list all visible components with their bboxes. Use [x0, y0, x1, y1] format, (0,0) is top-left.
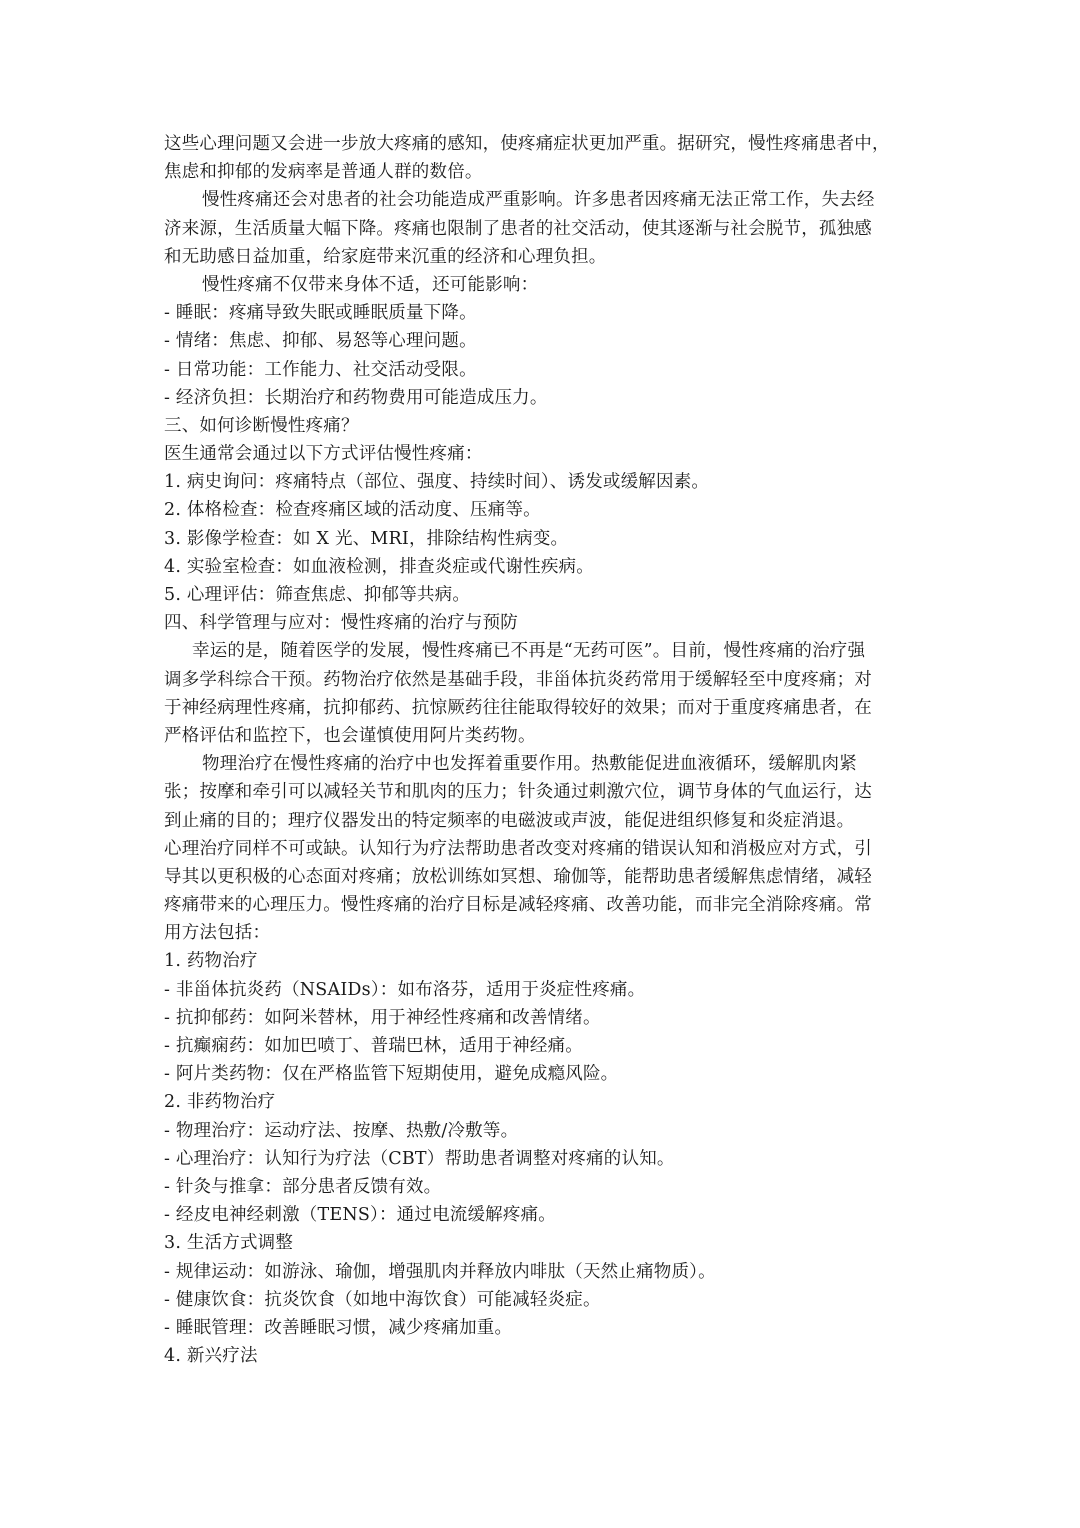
text-line: 用方法包括：	[164, 923, 271, 944]
text-line: 1. 病史询问：疼痛特点（部位、强度、持续时间）、诱发或缓解因素。	[164, 472, 710, 493]
text-line: 到止痛的目的；理疗仪器发出的特定频率的电磁波或声波，能促进组织修复和炎症消退。	[164, 810, 855, 831]
text-line: 张；按摩和牵引可以减轻关节和肌肉的压力；针灸通过刺激穴位，调节身体的气血运行，达	[164, 782, 872, 803]
text-line: 严格评估和监控下，也会谨慎使用阿片类药物。	[164, 725, 536, 746]
text-line: - 抗癫痫药：如加巴喷丁、普瑞巴林，适用于神经痛。	[164, 1036, 583, 1056]
text-line: - 非甾体抗炎药（NSAIDs）：如布洛芬，适用于炎症性疼痛。	[164, 979, 646, 1000]
text-line: - 规律运动：如游泳、瑜伽，增强肌肉并释放内啡肽（天然止痛物质）。	[164, 1261, 716, 1282]
text-line: 焦虑和抑郁的发病率是普通人群的数倍。	[164, 162, 483, 183]
text-line: - 健康饮食：抗炎饮食（如地中海饮食）可能减轻炎症。	[164, 1289, 601, 1310]
text-line: - 物理治疗：运动疗法、按摩、热敷/冷敷等。	[164, 1120, 519, 1141]
text-line: - 经皮电神经刺激（TENS）：通过电流缓解疼痛。	[164, 1205, 556, 1226]
text-line: 心理治疗同样不可或缺。认知行为疗法帮助患者改变对疼痛的错误认知和消极应对方式，引	[164, 838, 872, 859]
text-line: - 睡眠管理：改善睡眠习惯，减少疼痛加重。	[164, 1317, 513, 1338]
document-page	[164, 130, 924, 1370]
text-line: 4. 实验室检查：如血液检测，排查炎症或代谢性疾病。	[164, 556, 594, 577]
text-line: - 心理治疗：认知行为疗法（CBT）帮助患者调整对疼痛的认知。	[164, 1148, 675, 1169]
text-line: 慢性疼痛还会对患者的社会功能造成严重影响。许多患者因疼痛无法正常工作，失去经	[202, 190, 875, 211]
text-line: 和无助感日益加重，给家庭带来沉重的经济和心理负担。	[164, 246, 607, 267]
text-line: 医生通常会通过以下方式评估慢性疼痛：	[164, 444, 483, 465]
text-line: 2. 体格检查：检查疼痛区域的活动度、压痛等。	[164, 500, 541, 521]
text-line: 调多学科综合干预。药物治疗依然是基础手段，非甾体抗炎药常用于缓解轻至中度疼痛；对	[164, 669, 872, 690]
text-line: 4. 新兴疗法	[164, 1346, 258, 1367]
text-line: - 阿片类药物：仅在严格监管下短期使用，避免成瘾风险。	[164, 1064, 619, 1085]
text-line: - 针灸与推拿：部分患者反馈有效。	[164, 1176, 442, 1197]
text-line: 5. 心理评估：筛查焦虑、抑郁等共病。	[164, 585, 471, 605]
text-line: - 抗抑郁药：如阿米替林，用于神经性疼痛和改善情绪。	[164, 1007, 601, 1028]
text-line: 3. 生活方式调整	[164, 1233, 294, 1254]
text-line: - 睡眠：疼痛导致失眠或睡眠质量下降。	[164, 303, 477, 324]
text-line: - 情绪：焦虑、抑郁、易怒等心理问题。	[164, 331, 477, 352]
text-line: 四、科学管理与应对：慢性疼痛的治疗与预防	[164, 613, 518, 634]
text-line: - 日常功能：工作能力、社交活动受限。	[164, 359, 477, 380]
text-line: 物理治疗在慢性疼痛的治疗中也发挥着重要作用。热敷能促进血液循环，缓解肌肉紧	[202, 754, 857, 775]
text-line: 慢性疼痛不仅带来身体不适，还可能影响：	[202, 274, 539, 295]
text-line: 3. 影像学检查：如 X 光、MRI，排除结构性病变。	[164, 528, 569, 549]
text-line: - 经济负担：长期治疗和药物费用可能造成压力。	[164, 387, 548, 408]
text-line: 于神经病理性疼痛，抗抑郁药、抗惊厥药往往能取得较好的效果；而对于重度疼痛患者，在	[164, 697, 872, 718]
text-line: 三、如何诊断慢性疼痛？	[164, 415, 359, 436]
text-line: 幸运的是，随着医学的发展，慢性疼痛已不再是“无药可医”。目前，慢性疼痛的治疗强	[192, 641, 866, 662]
text-line: 1. 药物治疗	[164, 951, 258, 972]
text-line: 济来源，生活质量大幅下降。疼痛也限制了患者的社交活动，使其逐渐与社会脱节，孤独感	[164, 218, 872, 239]
text-line: 导其以更积极的心态面对疼痛；放松训练如冥想、瑜伽等，能帮助患者缓解焦虑情绪，减轻	[164, 866, 872, 887]
text-line: 这些心理问题又会进一步放大疼痛的感知，使疼痛症状更加严重。据研究，慢性疼痛患者中，	[164, 134, 890, 154]
text-line: 2. 非药物治疗	[164, 1092, 276, 1113]
text-line: 疼痛带来的心理压力。慢性疼痛的治疗目标是减轻疼痛、改善功能，而非完全消除疼痛。常	[164, 895, 872, 916]
